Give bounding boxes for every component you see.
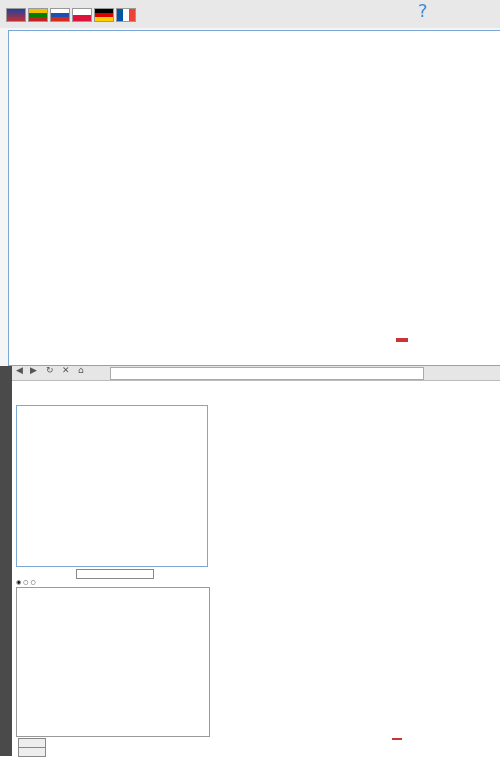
zoomed-legend-panel: [0, 0, 500, 366]
row-filter: [16, 579, 36, 586]
radio-even[interactable]: ○: [30, 579, 36, 586]
legend-box: [8, 30, 500, 366]
reload-icon[interactable]: ↻: [46, 366, 54, 376]
pattern-textarea[interactable]: [16, 587, 210, 737]
flag-pl-icon[interactable]: [72, 8, 92, 22]
flag-de-icon[interactable]: [94, 8, 114, 22]
mini-legend: [16, 405, 208, 567]
flag-lt-icon[interactable]: [28, 8, 48, 22]
stop-icon[interactable]: ✕: [62, 366, 70, 376]
pattern-name-input[interactable]: [76, 569, 154, 579]
flag-fr-icon[interactable]: [116, 8, 136, 22]
radio-all[interactable]: ◉: [16, 579, 22, 586]
pattern-chart: [234, 446, 464, 612]
flag-ru-icon[interactable]: [50, 8, 70, 22]
back-icon[interactable]: ◀: [16, 366, 23, 376]
language-bar: [0, 0, 500, 28]
radio-odd[interactable]: ○: [23, 579, 29, 586]
address-bar[interactable]: [110, 367, 424, 380]
watermark: [396, 338, 408, 342]
side-toolbar: [0, 366, 12, 756]
help-icon[interactable]: ?: [418, 1, 428, 22]
flag-uk-icon[interactable]: [6, 8, 26, 22]
browser-navbar: [12, 366, 500, 381]
forward-icon[interactable]: ▶: [30, 366, 37, 376]
home-icon[interactable]: ⌂: [78, 366, 84, 376]
watermark-bottom: [392, 738, 402, 740]
